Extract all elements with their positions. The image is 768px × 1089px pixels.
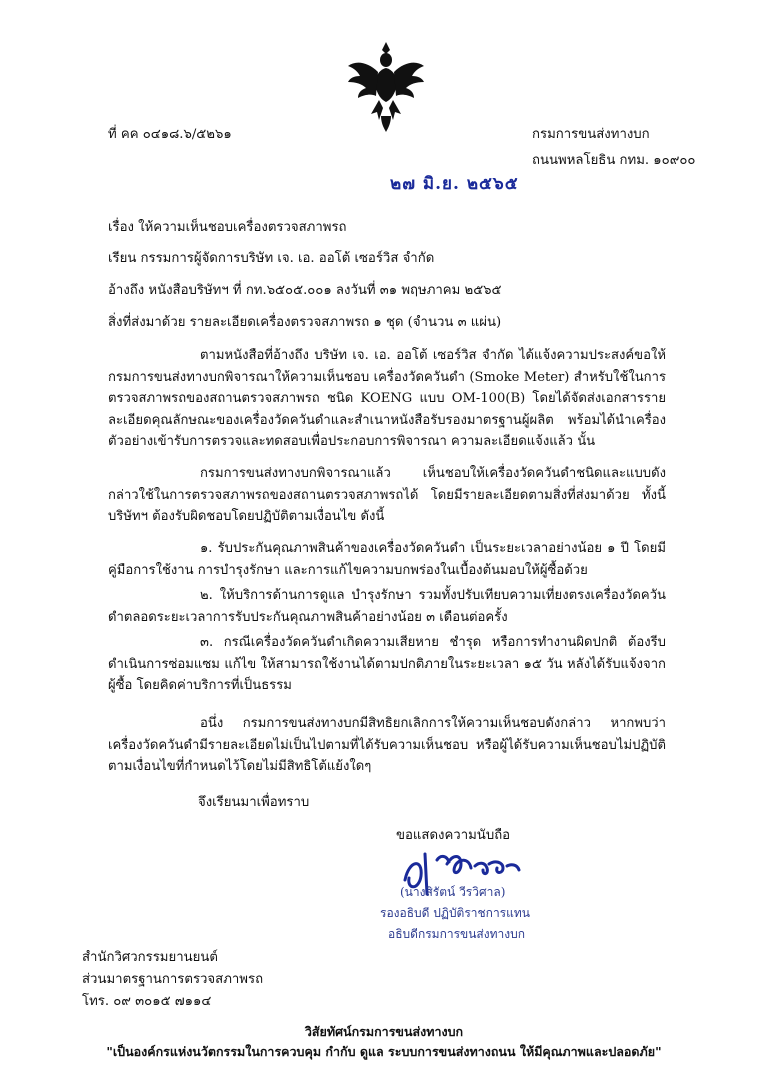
reference-line: อ้างถึง หนังสือบริษัทฯ ที่ กท.๖๕๐๕.๐๐๑ ลงวันที่ ๓๑ พฤษภาคม ๒๕๖๕ bbox=[108, 283, 502, 298]
condition-text: ๒. ให้บริการด้านการดูแล บำรุงรักษา รวมทั้งปรับเทียบความเที่ยงตรงเครื่องวัดควันดำตลอดระยะเวลาการรับประกันคุณภาพสินค้าอย่างน้อย ๓ เดือนต่อครั้ง bbox=[108, 588, 666, 625]
enclosure-line: สิ่งที่ส่งมาด้วย รายละเอียดเครื่องตรวจสภาพรถ ๑ ชุด (จำนวน ๓ แผ่น) bbox=[108, 315, 502, 330]
body-text: อนึ่ง กรมการขนส่งทางบกมีสิทธิยกเลิกการให้ความเห็นชอบดังกล่าว หากพบว่าเครื่องวัดควันดำมีรายละเอียดไม่เป็นไปตามที่ได้รับความเห็นชอบ หรือผู้ได้รับความเห็นชอบไม่ปฏิบัติตามเงื่อนไขที่กำหนดไว้โดยไม่มีสิทธิโต้แย้งใดๆ bbox=[108, 716, 666, 774]
condition-2 bbox=[108, 585, 666, 628]
regards-line: ขอแสดงความนับถือ bbox=[396, 828, 511, 843]
footer-vision-title: วิสัยทัศน์กรมการขนส่งทางบก bbox=[304, 1024, 464, 1039]
body-paragraph-3 bbox=[108, 713, 666, 778]
signatory-position-2: อธิบดีกรมการขนส่งทางบก bbox=[388, 927, 525, 941]
signatory-name: (นางสิรัตน์ วีรวิศาล) bbox=[400, 885, 506, 899]
condition-1 bbox=[108, 538, 666, 581]
garuda-emblem-icon bbox=[345, 38, 427, 134]
date-stamp: ๒๗ มิ.ย. ๒๕๖๕ bbox=[390, 174, 519, 194]
office-address: ถนนพหลโยธิน กทม. ๑๐๙๐๐ bbox=[532, 153, 696, 168]
condition-text: ๓. กรณีเครื่องวัดควันดำเกิดความเสียหาย ชำรุด หรือการทำงานผิดปกติ ต้องรีบดำเนินการซ่อมแซม แก้ไข ให้สามารถใช้งานได้ตามปกติภายในระยะเวลา ๑๕ วัน หลังได้รับแจ้งจากผู้ซื้อ โดยคิดค่าบริการที่เป็นธรรม bbox=[108, 635, 666, 693]
body-text: ตามหนังสือที่อ้างถึง บริษัท เจ. เอ. ออโต้ เซอร์วิส จำกัด ได้แจ้งความประสงค์ขอให้กรมการขนส่งทางบกพิจารณาให้ความเห็นชอบ เครื่องวัดควันดำ (Smoke Meter) สำหรับใช้ในการตรวจสภาพรถของสถานตรวจสภาพรถ ชนิด KOENG แบบ OM-100(B) โดยได้จัดส่งเอกสารรายละเอียดคุณลักษณะของเครื่องวัดควันดำและสำเนาหนังสือรับรองมาตรฐานผู้ผลิต พร้อมได้นำเครื่องตัวอย่างเข้ารับการตรวจและทดสอบเพื่อประกอบการพิจารณา ความละเอียดแจ้งแล้ว นั้น bbox=[108, 348, 666, 449]
office-name: กรมการขนส่งทางบก bbox=[532, 127, 650, 142]
body-paragraph-1 bbox=[108, 345, 666, 453]
body-text: กรมการขนส่งทางบกพิจารณาแล้ว เห็นชอบให้เครื่องวัดควันดำชนิดและแบบดังกล่าวใช้ในการตรวจสภาพรถของสถานตรวจสภาพรถได้ โดยมีรายละเอียดตามสิ่งที่ส่งมาด้วย ทั้งนี้ บริษัทฯ ต้องรับผิดชอบโดยปฏิบัติตามเงื่อนไข ดังนี้ bbox=[108, 466, 666, 524]
subject-line: เรื่อง ให้ความเห็นชอบเครื่องตรวจสภาพรถ bbox=[108, 220, 347, 235]
addressee-line: เรียน กรรมการผู้จัดการบริษัท เจ. เอ. ออโต้ เซอร์วิส จำกัด bbox=[108, 251, 435, 266]
footer-vision-text: "เป็นองค์กรแห่งนวัตกรรมในการควบคุม กำกับ ดูแล ระบบการขนส่งทางถนน ให้มีคุณภาพและปลอดภัย" bbox=[106, 1044, 662, 1059]
condition-text: ๑. รับประกันคุณภาพสินค้าของเครื่องวัดควันดำ เป็นระยะเวลาอย่างน้อย ๑ ปี โดยมีคู่มือการใช้งาน การบำรุงรักษา และการแก้ไขความบกพร่องในเบื้องต้นมอบให้ผู้ซื้อด้วย bbox=[108, 541, 666, 578]
sender-division: ส่วนมาตรฐานการตรวจสภาพรถ bbox=[82, 972, 264, 987]
sender-bureau: สำนักวิศวกรรมยานยนต์ bbox=[82, 950, 218, 965]
reference-number: ที่ คค ๐๔๑๘.๖/๕๒๖๑ bbox=[108, 127, 232, 142]
sender-phone: โทร. ๐๙ ๓๐๑๕ ๗๑๑๔ bbox=[82, 994, 212, 1009]
closing-line: จึงเรียนมาเพื่อทราบ bbox=[198, 795, 310, 810]
signatory-position-1: รองอธิบดี ปฏิบัติราชการแทน bbox=[380, 906, 530, 920]
body-paragraph-2 bbox=[108, 463, 666, 528]
condition-3 bbox=[108, 632, 666, 697]
